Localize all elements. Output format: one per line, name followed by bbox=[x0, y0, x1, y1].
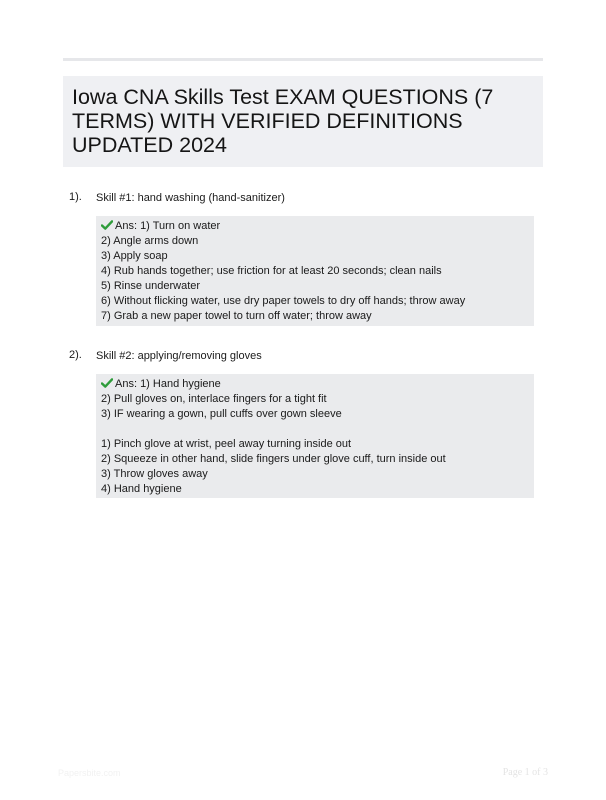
page-number: Page 1 of 3 bbox=[502, 767, 548, 778]
answer-line: 2) Angle arms down bbox=[101, 235, 199, 247]
answer-line bbox=[101, 422, 529, 437]
question-text: Skill #2: applying/removing gloves bbox=[96, 350, 262, 362]
answer-line: 4) Hand hygiene bbox=[101, 483, 182, 495]
answer-first-line bbox=[101, 219, 529, 234]
check-icon bbox=[101, 220, 113, 230]
answer-line: 3) IF wearing a gown, pull cuffs over gown sleeve bbox=[101, 408, 342, 420]
answer-line: 6) Without flicking water, use dry paper towels to dry off hands; throw away bbox=[101, 295, 466, 307]
question-text: Skill #1: hand washing (hand-sanitizer) bbox=[96, 192, 285, 204]
answer-line: 4) Rub hands together; use friction for at least 20 seconds; clean nails bbox=[101, 265, 442, 277]
answer-prefix: Ans: 1) Turn on water bbox=[115, 220, 221, 232]
answer-line: 7) Grab a new paper towel to turn off water; throw away bbox=[101, 310, 372, 322]
answer-line: 5) Rinse underwater bbox=[101, 280, 201, 292]
answer-box bbox=[96, 216, 534, 326]
question-number: 1). bbox=[69, 191, 82, 203]
title-box bbox=[63, 76, 543, 167]
document-title: Iowa CNA Skills Test EXAM QUESTIONS (7 TERMS) WITH VERIFIED DEFINITIONS UPDATED 2024 bbox=[72, 85, 494, 157]
top-divider bbox=[63, 58, 543, 61]
footer-watermark: Papersbite.com bbox=[58, 768, 121, 778]
question-number: 2). bbox=[69, 349, 82, 361]
answer-box bbox=[96, 374, 534, 498]
check-icon bbox=[101, 378, 113, 388]
answer-line: 2) Squeeze in other hand, slide fingers under glove cuff, turn inside out bbox=[101, 453, 446, 465]
answer-line: 3) Apply soap bbox=[101, 250, 168, 262]
answer-line: 1) Pinch glove at wrist, peel away turning inside out bbox=[101, 438, 352, 450]
answer-first-line bbox=[101, 377, 529, 392]
answer-prefix: Ans: 1) Hand hygiene bbox=[115, 378, 221, 390]
answer-line: 2) Pull gloves on, interlace fingers for a tight fit bbox=[101, 393, 327, 405]
answer-line: 3) Throw gloves away bbox=[101, 468, 208, 480]
